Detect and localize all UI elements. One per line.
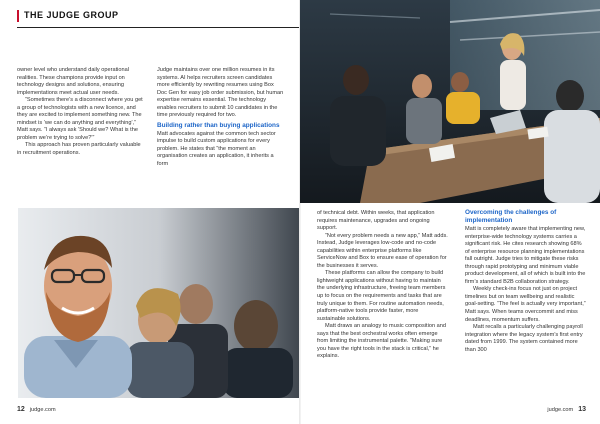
footer-site: judge.com [547,407,574,413]
right-column-2 [465,209,587,354]
paragraph: This approach has proven particularly valuable in recruitment operations. [17,142,141,157]
photo-team-meeting [300,0,600,203]
photo-smiling-team [18,208,300,398]
paragraph: of technical debt. Within weeks, that application requires maintenance, upgrades and ongoing support. [317,210,435,232]
paragraph: “Sometimes there’s a disconnect where you get a group of technologists with a new licence, and they are excited to implement something new. The mindset is ‘we can do anything and everything’,” Matt says. “I always ask ‘Should we? What is the problem we’re trying to solve?’” [17,97,143,141]
section-heading: Overcoming the challenges of implementation [465,209,557,224]
right-footer [547,406,586,413]
left-footer [17,406,56,413]
paragraph: owner level who understand daily operational realities. These champions provide input on technology designs and solutions, ensuring implementations meet actual user needs. [17,67,129,96]
paragraph: Weekly check-ins focus not just on project timelines but on team wellbeing and realistic goal-setting. “The feel is actually very important,” Matt says. When teams overcommit and miss deadlines, momentum suffers. [465,286,586,323]
paragraph: Judge maintains over one million resumes in its systems. AI helps recruiters screen candidates more efficiently by rewriting resumes using Box Doc Gen for easy job order submission, but human expertise remains essential. The technology enables recruiters to submit 10 candidates in the time previously required for two. [157,67,284,119]
paragraph: Matt draws an analogy to music composition and says that the best orchestral works often emerge from limiting the instrumental palette. “Making sure you have the right tools in the stack is critical,” he explains. [317,323,446,360]
left-column-1 [17,67,143,158]
paragraph: “Not every problem needs a new app,” Matt adds. Instead, Judge leverages low-code and no-code capabilities within enterprise platforms like ServiceNow and Box to ensure ease of operation for the businesses it serves. [317,232,448,269]
paragraph: Matt recalls a particularly challenging payroll integration where the legacy system’s first entry dated from 1999. The system contained more than 300 [465,324,583,353]
section-heading: Building rather than buying applications [157,121,280,129]
page-number: 13 [578,406,586,413]
paragraph: Matt advocates against the common tech sector impulse to build custom applications for every problem. He states that “the moment an organisation creates an application, it inherits a form [157,130,276,168]
footer-site: judge.com [29,407,56,413]
paragraph: These platforms can allow the company to build lightweight applications without having to maintain the underlying infrastructure, freeing team members up to focus on the requirements and tasks that are truly unique to them. For routine automation needs, platform-native tools provide faster, more sustainable solutions. [317,270,446,322]
brand-header [17,7,300,28]
page-number: 12 [17,406,25,413]
brand-name: THE JUDGE GROUP [24,10,119,20]
right-column-1 [317,210,448,361]
paragraph: Matt is completely aware that implementing new, enterprise-wide technology systems carries a significant risk. He cites research showing 68% of enterprise resource planning implementations fall outright. Judge tries to mitigate these risks through rapid prototyping and minimum viable product development, all of which is built into the firm’s standard B2B collaboration strategy. [465,226,586,285]
brand-accent-bar [17,10,19,22]
right-page [300,0,600,424]
left-column-2 [157,67,285,169]
